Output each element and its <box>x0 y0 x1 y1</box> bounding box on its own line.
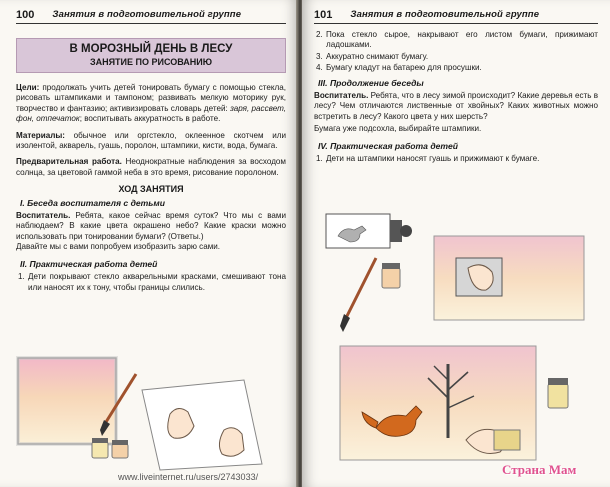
toned-paper <box>434 236 584 320</box>
left-page <box>0 0 298 487</box>
lesson-title-box <box>16 38 286 73</box>
site-logo: Страна Мам <box>502 462 577 477</box>
right-page-content <box>314 30 598 165</box>
goals-paragraph: Цели: продолжать учить детей тонировать бумагу с помощью стекла, рисовать штампиками и тампоном; развивать мелкую моторику рук, творчество и фантазию; активизировать словарь детей: заря, рассвет, фон, отпечаток; воспитывать аккуратность в работе. <box>16 83 287 124</box>
left-page-content <box>16 30 286 294</box>
preparation-paragraph: Предварительная работа. Неоднократные наблюдения за восходом солнца, за цветовой гаммой неба в это время, рисование поролоном. <box>16 157 286 177</box>
paint-jar <box>382 263 400 288</box>
winter-scene-paper <box>340 346 536 460</box>
teacher-paragraph-left: Воспитатель. Ребята, какое сейчас время суток? Что мы с вами наблюдаем? В какие цвета окрашено небо? Какие краски можно использовать при тонировании бумаги? (Ответы.) <box>16 211 286 241</box>
lesson-title: В МОРОЗНЫЙ ДЕНЬ В ЛЕСУ <box>69 43 233 55</box>
running-head-left <box>16 6 286 24</box>
running-head-right <box>314 6 598 24</box>
lesson-subtitle: ЗАНЯТИЕ ПО РИСОВАНИЮ <box>89 57 213 67</box>
section-heading-4: IV. Практическая работа детей <box>318 140 458 151</box>
list-item: 3. Аккуратно снимают бумагу. <box>316 51 429 61</box>
paintbrush-icon <box>340 258 376 332</box>
list-item: 4. Бумагу кладут на батарею для просушки. <box>316 63 482 73</box>
glass-toning-illustration <box>12 352 288 472</box>
section-heading-1: I. Беседа воспитателя с детьми <box>20 197 166 208</box>
paint-jar <box>548 378 568 408</box>
course-heading: ХОД ЗАНЯТИЯ <box>118 184 184 195</box>
paper-sheet <box>142 380 262 470</box>
materials-paragraph: Материалы: обычное или оргстекло, оклеенное скотчем или изолентой, акварель, гуашь, поролон, штампики, кисти, вода, бумага. <box>16 130 286 151</box>
section-heading-3: III. Продолжение беседы <box>318 77 424 88</box>
teacher-paragraph-left-2: Давайте мы с вами попробуем изобразить зарю сами. <box>16 242 221 252</box>
stamp-icon <box>326 214 412 248</box>
chapter-title-left: Занятия в подготовительной группе <box>52 9 242 20</box>
chapter-title-right: Занятия в подготовительной группе <box>350 9 540 20</box>
page-number-right: 101 <box>314 8 333 21</box>
teacher-paragraph-right: Воспитатель. Ребята, что в лесу зимой происходит? Какие деревья есть в лесу? Чем отличаются лиственные от хвойных? Каких животных можно встретить в лесу? Какого цвета у них шерсть? <box>314 91 598 121</box>
teacher-paragraph-right-2: Бумага уже подсохла, выбирайте штампики. <box>314 124 482 134</box>
watermark-url: www.liveinternet.ru/users/2743033/ <box>118 472 259 482</box>
list-item: 2. Пока стекло сырое, накрывают его листом бумаги, прижимают ладошками. <box>316 30 598 50</box>
list-item: 1. Дети на штампики наносят гуашь и прижимают к бумаге. <box>316 154 540 164</box>
section-heading-2: II. Практическая работа детей <box>20 258 158 269</box>
list-item: 1. Дети покрывают стекло акварельными красками, смешивают тона или наносят их к тону, чтобы границы слились. <box>18 272 286 292</box>
page-number-left: 100 <box>16 8 35 21</box>
stamping-illustration <box>316 208 606 470</box>
